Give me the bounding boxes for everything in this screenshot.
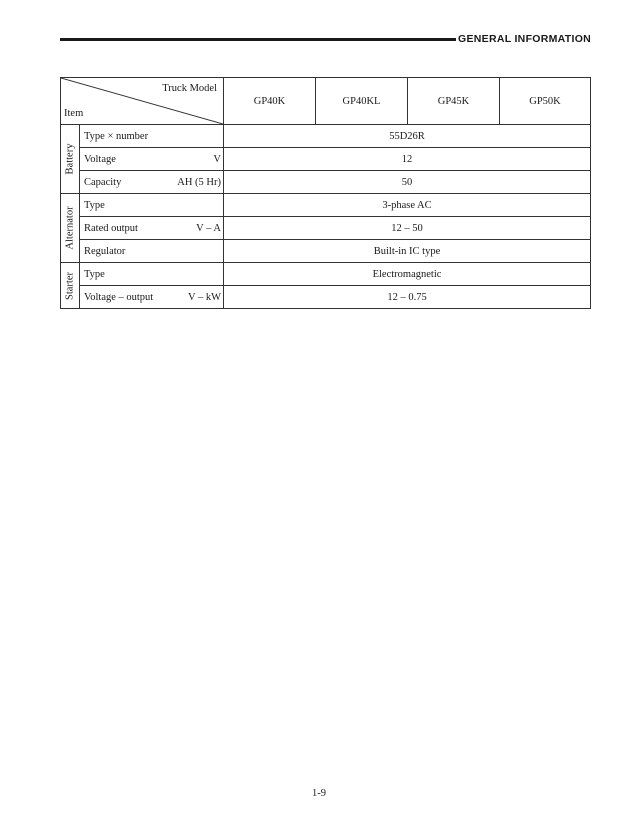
item-cell xyxy=(80,217,224,240)
item-cell xyxy=(80,286,224,309)
value-cell: Electromagnetic xyxy=(224,263,591,286)
table-header-row xyxy=(61,78,591,125)
model-header-gp40k: GP40K xyxy=(224,78,316,125)
table-row xyxy=(61,217,591,240)
value-cell: 12 xyxy=(224,148,591,171)
table-row xyxy=(61,171,591,194)
item-name: Voltage xyxy=(84,153,116,165)
item-name: Type xyxy=(84,199,105,211)
group-label: Alternator xyxy=(64,206,76,250)
item-cell xyxy=(80,148,224,171)
value-cell: 55D26R xyxy=(224,125,591,148)
section-title: GENERAL INFORMATION xyxy=(458,33,592,45)
item-cell xyxy=(80,171,224,194)
value-cell: 50 xyxy=(224,171,591,194)
item-unit: AH (5 Hr) xyxy=(177,176,221,188)
table-row xyxy=(61,194,591,217)
table-row xyxy=(61,240,591,263)
item-name: Voltage – output xyxy=(84,291,154,303)
table-corner-header xyxy=(61,78,224,125)
group-label: Battery xyxy=(64,143,76,175)
value-cell: 12 – 0.75 xyxy=(224,286,591,309)
item-cell xyxy=(80,263,224,286)
model-header-gp45k: GP45K xyxy=(408,78,500,125)
page-number: 1-9 xyxy=(312,788,326,799)
item-unit: V – A xyxy=(196,222,221,234)
item-cell xyxy=(80,194,224,217)
value-cell: 3-phase AC xyxy=(224,194,591,217)
model-header-gp40kl: GP40KL xyxy=(316,78,408,125)
group-battery xyxy=(61,125,80,194)
table-row xyxy=(61,263,591,286)
value-cell: Built-in IC type xyxy=(224,240,591,263)
item-label: Item xyxy=(64,108,84,119)
item-unit: V xyxy=(213,153,221,165)
item-name: Type × number xyxy=(84,130,149,142)
header-rule xyxy=(60,38,456,41)
group-label: Starter xyxy=(64,271,76,300)
item-name: Type xyxy=(84,268,105,280)
value-cell: 12 – 50 xyxy=(224,217,591,240)
group-alternator xyxy=(61,194,80,263)
item-name: Regulator xyxy=(84,245,126,257)
truck-model-label: Truck Model xyxy=(162,83,217,94)
specification-table xyxy=(60,77,591,309)
table-row xyxy=(61,286,591,309)
item-name: Rated output xyxy=(84,222,138,234)
item-cell xyxy=(80,240,224,263)
group-starter xyxy=(61,263,80,309)
item-name: Capacity xyxy=(84,176,122,188)
item-unit: V – kW xyxy=(187,291,221,303)
model-header-gp50k: GP50K xyxy=(500,78,591,125)
table-row xyxy=(61,125,591,148)
item-cell xyxy=(80,125,224,148)
table-row xyxy=(61,148,591,171)
